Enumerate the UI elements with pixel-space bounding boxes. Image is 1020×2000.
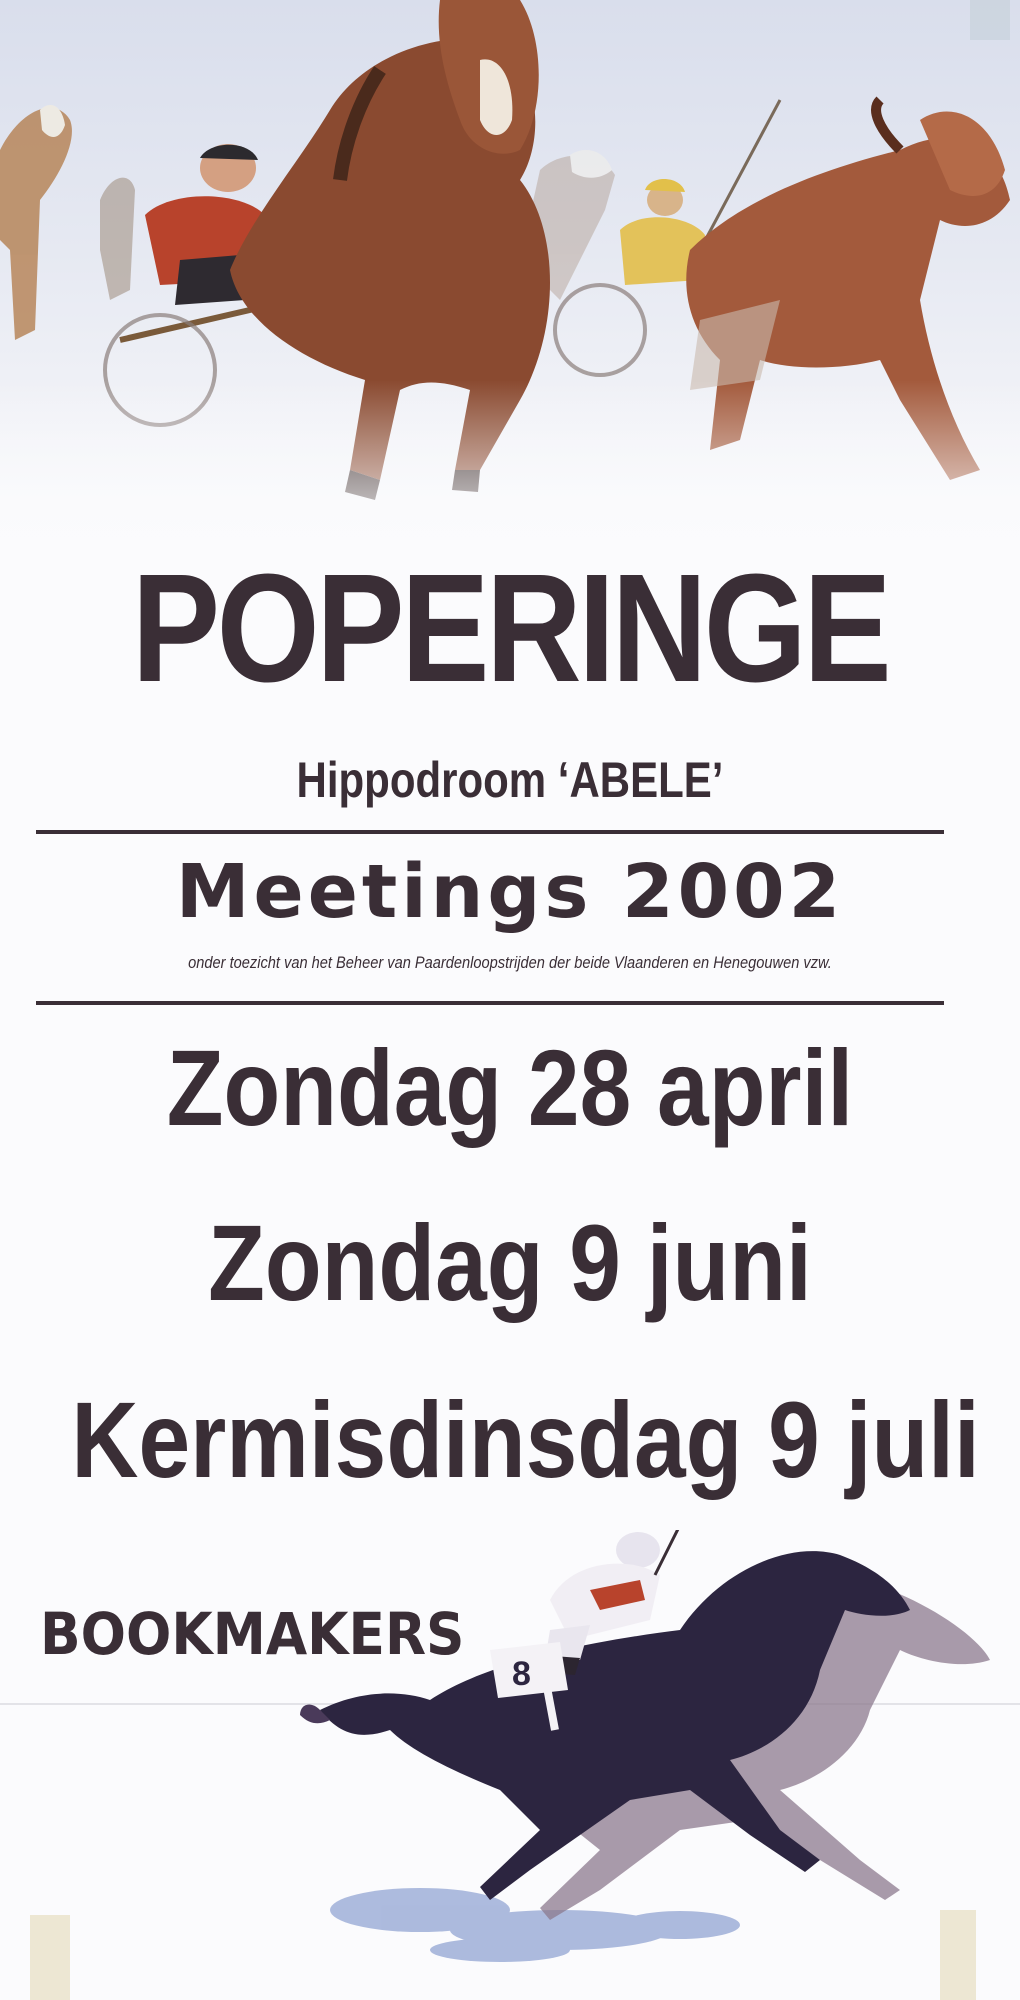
tape-mark bbox=[970, 0, 1010, 40]
racehorse-illustration bbox=[300, 1530, 1000, 1970]
tape-mark bbox=[30, 1915, 70, 2000]
venue-subtitle: Hippodroom ‘ABELE’ bbox=[296, 752, 724, 808]
supervision-note: onder toezicht van het Beheer van Paardenloopstrijden der beide Vlaanderen en Henegouwen vzw. bbox=[188, 953, 832, 972]
harness-racing-illustration bbox=[0, 0, 1020, 560]
divider-bottom bbox=[36, 1001, 944, 1005]
poster-title: POPERINGE bbox=[131, 542, 889, 714]
race-date-2: Zondag 9 juni bbox=[208, 1202, 812, 1323]
race-date-1: Zondag 28 april bbox=[166, 1027, 854, 1148]
meetings-heading: Meetings 2002 bbox=[175, 849, 845, 935]
tape-mark bbox=[940, 1910, 976, 2000]
divider-top bbox=[36, 830, 944, 834]
bookmakers-label: BOOKMAKERS bbox=[40, 1600, 465, 1668]
race-date-3: Kermisdinsdag 9 juli bbox=[71, 1379, 980, 1500]
saddle-number: 8 bbox=[512, 1655, 531, 1693]
